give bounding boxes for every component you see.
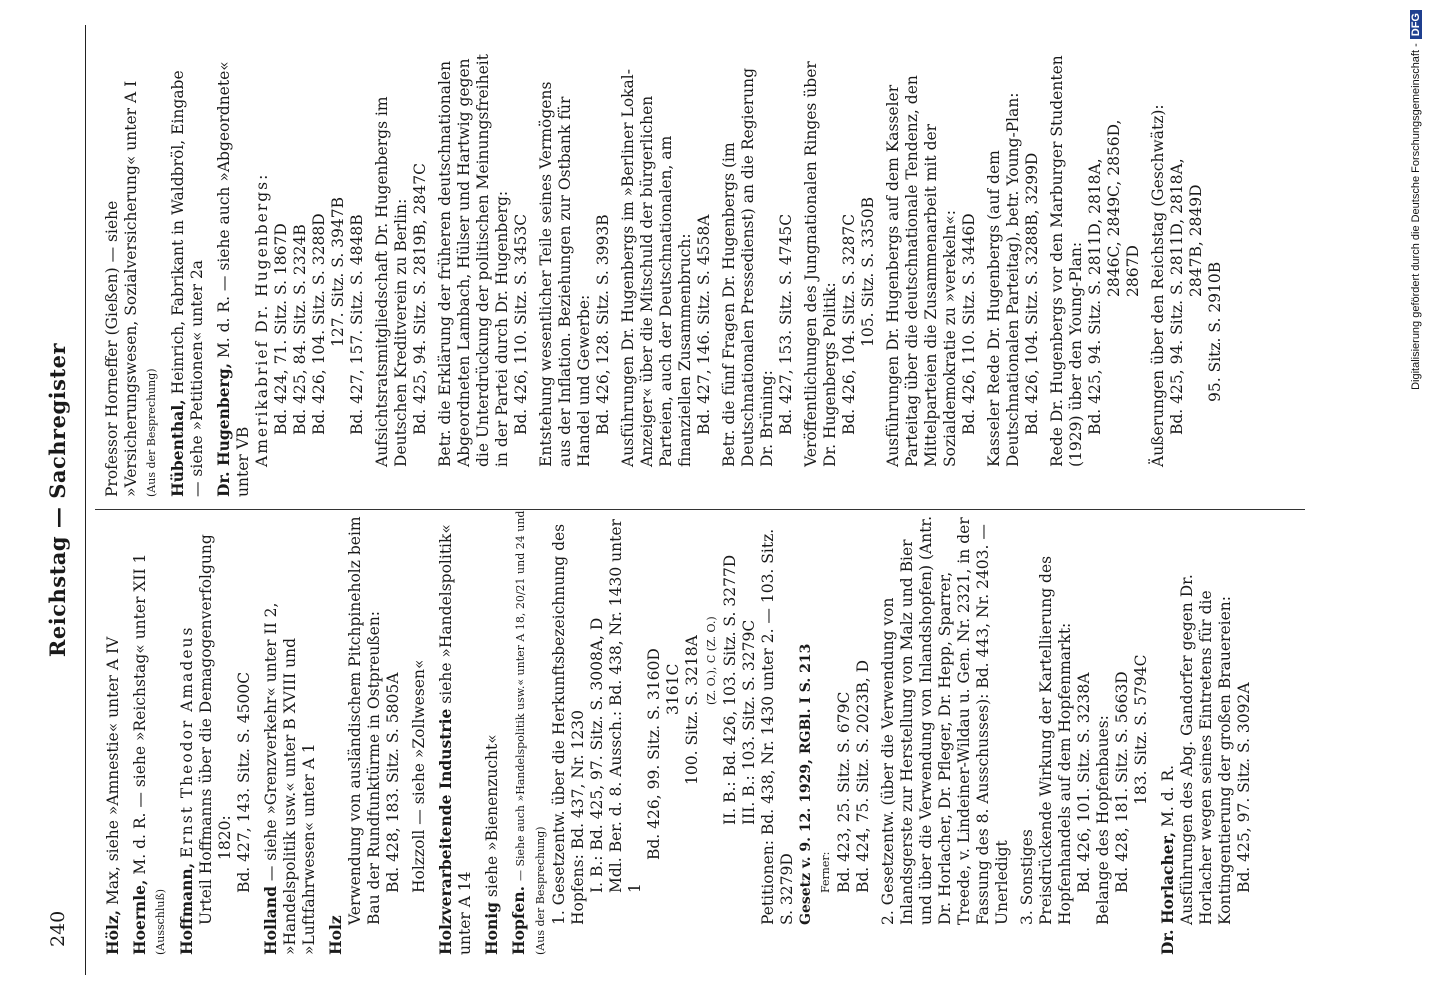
entry-horlacher: Dr. Horlacher, M. d. R. Ausführungen des Abg. Gandorfer gegen Dr. Horlacher wegen seines Eintretens für die Kontingentierung der großen Brauereien: Bd. 425, 97. Sitz. S. 3092A xyxy=(1158,574,1253,955)
left-column xyxy=(103,510,1261,955)
entry-horneffer: Professor Horneffer (Gießen) — siehe »Versicherungswesen, Sozialversicherung« unter A I (Aus der Besprechung) xyxy=(103,80,158,497)
entry-huebenthal: Hübenthal, Heinrich, Fabrikant in Waldbröl, Eingabe — siehe »Petitionen« unter 2a xyxy=(168,70,206,497)
entry-holz: Holz Verwendung von ausländischem Pitchpineholz beim Bau der Rundfunktürme in Ostpreußen: Bd. 428, 183. Sitz. S. 5805A xyxy=(326,516,402,955)
entry-honig: Honig siehe »Bienenzucht« xyxy=(482,734,501,955)
page-title: Reichstag — Sachregister xyxy=(45,342,70,658)
rotated-page xyxy=(25,25,1315,975)
running-header xyxy=(25,25,86,975)
page-number: 240 xyxy=(47,910,69,947)
right-column xyxy=(103,52,1232,497)
entry-hoernle: Hoernle, M. d. R. — siehe »Reichstag« unter XII 1 (Ausschluß) xyxy=(130,553,167,955)
entry-hoelz: Hölz, Max, siehe »Amnestie« unter A IV xyxy=(103,636,122,955)
entry-hugenberg: Dr. Hugenberg, M. d. R. — siehe auch »Abgeordnete« unter VB Amerikabrief Dr. Hugenbergs: Bd. 424, 71. Sitz. S. 1867D Bd. 425, 84. Sitz. S. 2324B Bd. 426, 104. Sitz. S. 3288D 127. Sitz. S. 3947B Bd. 427, 157. Sitz. S. 4848B Aufsichtsratsmitgliedschaft Dr. Hugenbergs im Deutschen Kreditverein zu Berlin: Bd. 425, 94. Sitz. S. 2819B, 2847C Betr. die Erklärung der früheren deutschnationalen Abgeordneten Lambach, Hülser und Hartwig gegen die Unterdrückung der politischen Meinungsfreiheit in der Partei durch Dr. Hugenberg: Bd. 426, 110. Sitz. S. 3453C Entstehung wesentlicher Teile seines Vermögens aus der Inflation. Beziehungen zur Ostbank für Handel und Gewerbe: Bd. 426, 128. Sitz. S. 3993B Ausführungen Dr. Hugenbergs im »Berliner Lokal-Anzeiger« über die Mitschuld der bürgerlichen Parteien, auch der Deutschnationalen, am finanziellen Zusammenbruch: Bd. 427, 146. Sitz. S. 4558A Betr. die fünf Fragen Dr. Hugenbergs (im Deutschnationalen Pressedienst) an die Regierung Dr. Brüning: Bd. 427, 153. Sitz. S. 4745C Veröffentlichungen des Jungnationalen Ringes über Dr. Hugenbergs Politik: Bd. 426, 104. Sitz. S. 3287C 105. Sitz. S. 3350B Ausführungen Dr. Hugenbergs auf dem Kasseler Parteitag über die deutschnationale Tendenz, den Mittelparteien die Zusammenarbeit mit der Sozialdemokratie zu »verekeln«: Bd. 426, 110. Sitz. S. 3446D Kasseler Rede Dr. Hugenbergs (auf dem Deutschnationalen Parteitag), betr. Young-Plan: Bd. 426, 104. Sitz. S. 3288B, 3299D Rede Dr. Hugenbergs vor den Marburger Studenten (1929) über den Young-Plan: Bd. 425, 94. Sitz. S. 2811D, 2818A, 2846C, 2849C, 2856D, 2867D Äußerungen über den Reichstag (Geschwätz): Bd. 425, 94. Sitz. S. 2811D, 2818A, 2847B, 2849D 95. Sitz. S. 2910B xyxy=(214,54,1224,497)
digitization-sidebar xyxy=(1408,8,1430,992)
entry-hopfen: Hopfen. — Siehe auch »Handelspolitik usw.« unter A 18, 20/21 und 24 und (Aus der Besprechung) 1. Gesetzentw. über die Herkunftsbezeichnung des Hopfens: Bd. 437, Nr. 1230 I. B.: Bd. 425, 97. Sitz. S. 3008A, D Mdl. Ber. d. 8. Aussch.: Bd. 438, Nr. 1430 unter 1 Bd. 426, 99. Sitz. S. 3160D 3161C 100. Sitz. S. 3218A (Z. O.), C (Z. O.) II. B.: Bd. 426, 103. Sitz. S. 3277D III. B.: 103. Sitz. S. 3279C Petitionen: Bd. 438, Nr. 1430 unter 2. — 103. Sitz. S. 3279D Gesetz v. 9. 12. 1929, RGBl. I S. 213 Ferner: Bd. 423, 25. Sitz. S. 679C Bd. 424, 75. Sitz. S. 2023B, D 2. Gesetzentw. (über die Verwendung von Inlandsgerste zur Herstellung von Malz und Bier und über die Verwendung von Inlandshopfen) (Antr. Dr. Horlacher, Dr. Pfleger, Dr. Hepp, Sparrer, Treede, v. Lindeiner-Wildau u. Gen. Nr. 2321, in der Fassung des 8. Ausschusses): Bd. 443, Nr. 2403. — Unerledigt 3. Sonstiges Preisdrückende Wirkung der Kartellierung des Hopfenhandels auf dem Hopfenmarkt: Bd. 426, 101. Sitz. S. 3238A Belange des Hopfenbaues: Bd. 428, 181. Sitz. S. 5663D 183. Sitz. S. 5794C xyxy=(509,510,1150,955)
entry-holzindustrie: Holzverarbeitende Industrie siehe »Handelspolitik« unter A 14 xyxy=(436,524,474,955)
dfg-logo: DFG xyxy=(1410,10,1422,39)
digitization-note: Digitalisierung gefördert durch die Deutsche Forschungsgemeinschaft - xyxy=(1410,43,1422,390)
entry-hoffmann: Hoffmann, Ernst Theodor Amadeus Urteil Hoffmanns über die Demagogenverfolgung 1820: Bd. 427, 143. Sitz. S. 4500C xyxy=(177,534,253,955)
entry-holland: Holland — siehe »Grenzverkehr« unter II 2, »Handelspolitik usw.« unter B XVIII und »Luftfahrwesen« unter A 1 xyxy=(261,602,318,955)
entry-holzzoll: Holzzoll — siehe »Zollwesen« xyxy=(410,659,428,893)
